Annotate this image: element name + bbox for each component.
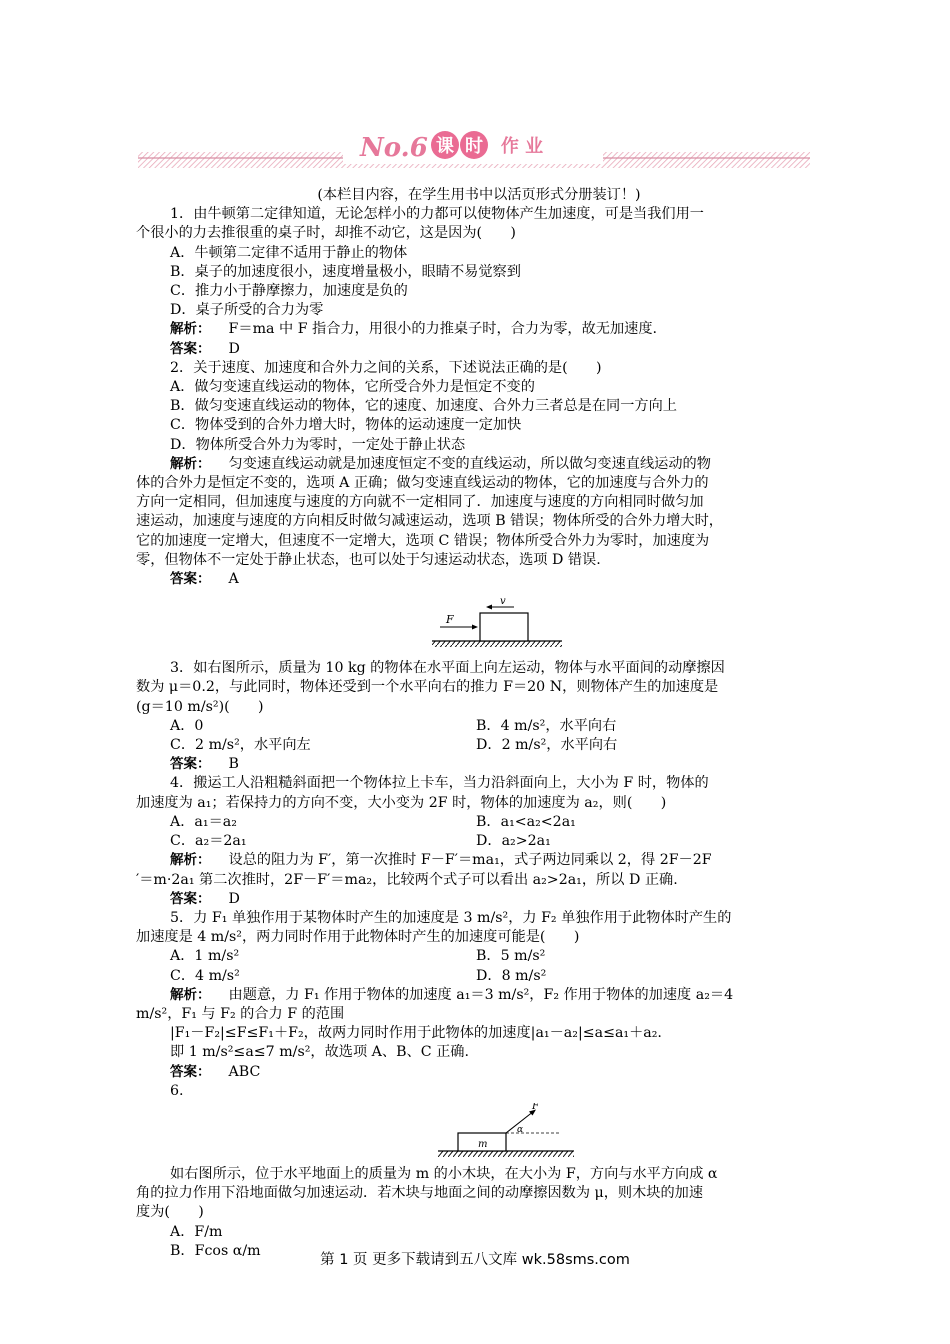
q6-option-b: B．Fcos α/m: [170, 1242, 261, 1259]
q3-options-row1: [136, 717, 814, 736]
q4-stem-line1: 4．搬运工人沿粗糙斜面把一个物体拉上卡车，当力沿斜面向上，大小为 F 时，物体的: [170, 775, 709, 792]
q5-option-d: D．8 m/s²: [476, 967, 547, 984]
force-label: F: [446, 613, 454, 627]
q3-stem-line1: 3．如右图所示，质量为 10 kg 的物体在水平面上向左运动，物体与水平面间的动摩擦因: [170, 660, 725, 677]
q6-stem-line2: 角的拉力作用下沿地面做匀加速运动．若木块与地面之间的动摩擦因数为 μ，则木块的加速: [136, 1185, 704, 1202]
figure-block-on-floor: [432, 597, 562, 657]
block: [480, 613, 528, 641]
q4-option-d: D．a₂>2a₁: [476, 833, 551, 850]
floor-hatch: [438, 1151, 574, 1157]
q3-option-a: A．0: [170, 717, 204, 734]
mass-label: m: [478, 1138, 488, 1150]
analysis-label: 解析：: [170, 321, 211, 338]
q2-analysis-line1: [136, 455, 814, 474]
q3-option-c: C．2 m/s²，水平向左: [170, 737, 311, 754]
q2-answer-value: A: [228, 571, 239, 588]
q2-analysis-line3: 方向一定相同，但加速度与速度的方向就不一定相同了．加速度与速度的方向相同时做匀加: [136, 494, 704, 511]
answer-label: 答案：: [170, 890, 211, 907]
q4-option-c: C．a₂＝2a₁: [170, 833, 247, 850]
badge-text-2: 时: [465, 136, 483, 157]
analysis-label: 解析：: [170, 852, 211, 869]
q1-option-c: C．推力小于静摩擦力，加速度是负的: [170, 283, 408, 300]
binding-note: (本栏目内容，在学生用书中以活页形式分册装订！): [317, 187, 641, 203]
analysis-label: 解析：: [170, 455, 211, 472]
q5-analysis-line1: [136, 986, 814, 1005]
q6-stem-line3: 度为( ): [136, 1204, 204, 1221]
velocity-label: v: [500, 597, 506, 608]
q3-answer-value: B: [228, 756, 239, 773]
q5-analysis-line3: |F₁－F₂|≤F≤F₁＋F₂，故两力同时作用于此物体的加速度|a₁－a₂|≤a≤a₁＋a₂.: [170, 1025, 662, 1042]
q5-option-b: B．5 m/s²: [476, 948, 546, 965]
q3-stem-line2: 数为 μ＝0.2，与此同时，物体还受到一个水平向右的推力 F＝20 N，则物体产生的加速度是: [136, 679, 719, 696]
q2-option-a: A．做匀变速直线运动的物体，它所受合外力是恒定不变的: [170, 379, 535, 396]
q1-stem-line1: 1．由牛顿第二定律知道，无论怎样小的力都可以使物体产生加速度，可是当我们用一: [170, 206, 704, 223]
q2-stem: 2．关于速度、加速度和合外力之间的关系，下述说法正确的是( ): [170, 359, 602, 376]
q2-analysis-line2: 体的合外力是恒定不变的，选项 A 正确；做匀变速直线运动的物体，它的加速度与合外力的: [136, 475, 709, 492]
q2-analysis-line6: 零，但物体不一定处于静止状态，也可以处于匀速运动状态，选项 D 错误.: [136, 551, 601, 568]
page-footer: 第 1 页 更多下载请到五八文库 wk.58sms.com: [320, 1252, 630, 1268]
banner-label: 作 业: [500, 136, 544, 157]
q6-number: 6.: [170, 1082, 184, 1099]
q2-analysis-line5: 它的加速度一定增大，但速度不一定增大，选项 C 错误；物体所受合外力为零时，加速度为: [136, 532, 710, 549]
q1-option-b: B．桌子的加速度很小，速度增量极小，眼睛不易觉察到: [170, 263, 521, 280]
q4-options-row2: [136, 832, 814, 851]
answer-label: 答案：: [170, 571, 211, 588]
q2-option-d: D．物体所受合外力为零时，一定处于静止状态: [170, 436, 466, 453]
q2-analysis-text-1: 匀变速直线运动就是加速度恒定不变的直线运动，所以做匀变速直线运动的物: [228, 455, 711, 472]
q4-analysis-line1: [136, 851, 814, 870]
q6-stem-line1: 如右图所示，位于水平地面上的质量为 m 的小木块，在大小为 F，方向与水平方向成 α: [170, 1165, 718, 1182]
q4-analysis-text-1: 设总的阻力为 F′，第一次推时 F－F′＝ma₁，式子两边同乘以 2，得 2F－2F: [228, 852, 712, 869]
q5-stem-line1: 5．力 F₁ 单独作用于某物体时产生的加速度是 3 m/s²，力 F₂ 单独作用于此物体时产生的: [170, 909, 732, 926]
figure-block-pulled: [438, 1103, 574, 1161]
q6-option-a: A．F/m: [170, 1223, 223, 1240]
q4-answer: [136, 890, 814, 909]
pull-force-label: F: [532, 1102, 539, 1112]
q3-option-d: D．2 m/s²，水平向右: [476, 737, 618, 754]
q4-analysis-line2: ′＝m·2a₁ 第二次推时，2F－F′＝ma₂，比较两个式子可以看出 a₂>2a₁，所以 D 正确.: [136, 871, 678, 888]
q5-analysis-line2: m/s²，F₁ 与 F₂ 的合力 F 的范围: [136, 1005, 345, 1022]
analysis-label: 解析：: [170, 986, 211, 1003]
q1-analysis-text: F＝ma 中 F 指合力，用很小的力推桌子时，合力为零，故无加速度.: [228, 321, 658, 338]
q2-option-b: B．做匀变速直线运动的物体，它的速度、加速度、合外力三者总是在同一方向上: [170, 398, 677, 415]
q4-option-b: B．a₁<a₂<2a₁: [476, 813, 576, 830]
answer-label: 答案：: [170, 1063, 211, 1080]
q1-stem-line2: 个很小的力去推很重的桌子时，却推不动它，这是因为( ): [136, 225, 516, 242]
q5-options-row1: [136, 947, 814, 966]
answer-label: 答案：: [170, 756, 211, 773]
q4-stem-line2: 加速度为 a₁；若保持力的方向不变，大小变为 2F 时，物体的加速度为 a₂，则( ): [136, 794, 667, 811]
q5-analysis-text-1: 由题意，力 F₁ 作用于物体的加速度 a₁＝3 m/s²，F₂ 作用于物体的加速度 a₂＝4: [228, 986, 734, 1003]
q2-option-c: C．物体受到的合外力增大时，物体的运动速度一定加快: [170, 417, 522, 434]
q1-option-a: A．牛顿第二定律不适用于静止的物体: [170, 244, 408, 261]
q1-analysis: [136, 320, 814, 339]
lesson-banner: [138, 122, 810, 172]
q3-answer: [136, 755, 814, 774]
q5-options-row2: [136, 967, 814, 986]
q4-option-a: A．a₁＝a₂: [170, 813, 237, 830]
q3-options-row2: [136, 736, 814, 755]
q1-answer: [136, 340, 814, 359]
q4-answer-value: D: [228, 890, 240, 907]
badge-text-1: 课: [436, 136, 454, 157]
q2-analysis-line4: 速运动，加速度与速度的方向相反时做匀减速运动，选项 B 错误；物体所受的合外力增大时，: [136, 513, 723, 530]
q5-answer-value: ABC: [228, 1063, 261, 1080]
floor-hatch: [432, 641, 562, 647]
q5-answer: [136, 1063, 814, 1082]
banner-number: No.6: [360, 133, 428, 163]
q5-stem-line2: 加速度是 4 m/s²，两力同时作用于此物体时产生的加速度可能是( ): [136, 929, 580, 946]
q2-answer: [136, 570, 814, 589]
q4-options-row1: [136, 813, 814, 832]
q1-option-d: D．桌子所受的合力为零: [170, 302, 324, 319]
answer-label: 答案：: [170, 340, 211, 357]
homework-content: [136, 186, 814, 1261]
q5-option-c: C．4 m/s²: [170, 967, 240, 984]
q1-answer-value: D: [228, 340, 240, 357]
q5-analysis-line4: 即 1 m/s²≤a≤7 m/s²，故选项 A、B、C 正确.: [170, 1044, 469, 1061]
angle-label: α: [517, 1124, 524, 1135]
q3-stem-line3: (g＝10 m/s²)( ): [136, 698, 264, 715]
q3-option-b: B．4 m/s²，水平向右: [476, 717, 617, 734]
q5-option-a: A．1 m/s²: [170, 948, 240, 965]
